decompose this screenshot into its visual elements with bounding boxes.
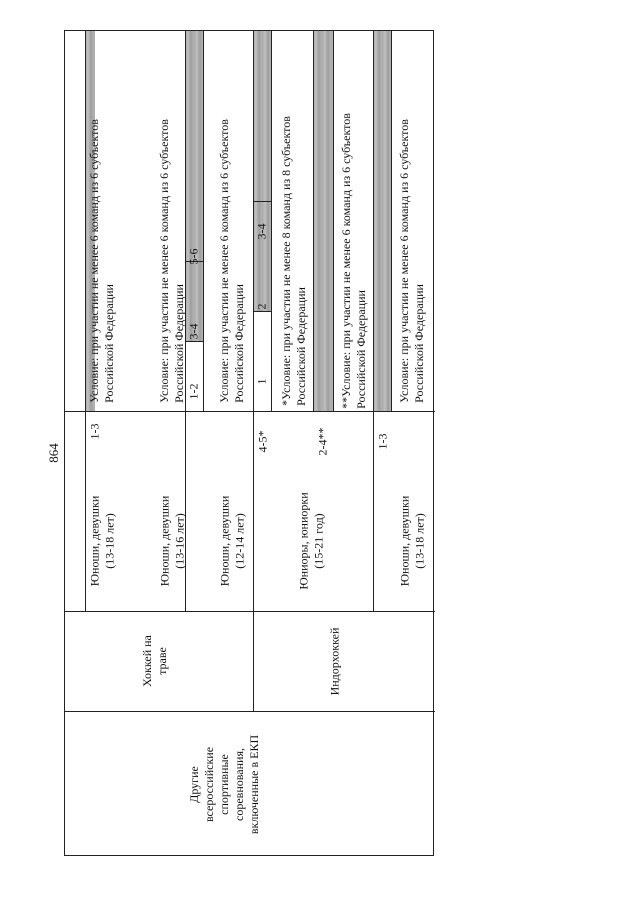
place-cell: 4-5*: [255, 430, 270, 452]
place-cell: 2-4**: [315, 427, 330, 455]
place-cell: 3-4: [186, 323, 201, 339]
place-cell: 1: [254, 378, 269, 384]
shaded-cell: [313, 31, 333, 411]
condition-cell: Условие: при участии не менее 6 команд из 6 субъектов Российской Федерации: [397, 119, 426, 403]
condition-cell: Условие: при участии не менее 6 команд из 6 субъектов Российской Федерации: [87, 119, 116, 403]
place-cell: 1-3: [87, 423, 102, 439]
condition-cell: **Условие: при участии не менее 6 команд из 6 субъектов Российской Федерации: [339, 113, 368, 409]
place-cell: 1-2: [186, 383, 201, 399]
place-cell: 3-4: [254, 223, 269, 239]
age-group-cell: Юноши, девушки (12-14 лет): [217, 495, 247, 587]
condition-cell: Условие: при участии не менее 6 команд из 6 субъектов Российской Федерации: [157, 119, 186, 403]
discipline-cell: Индорхоккей: [327, 627, 342, 695]
page-number: 864: [46, 443, 61, 463]
place-cell: 2: [254, 303, 269, 309]
age-group-cell: Юноши, девушки (13-16 лет): [157, 495, 187, 587]
age-group-cell: Юниоры, юниорки (15-21 год): [297, 492, 326, 590]
shaded-cell: [253, 31, 271, 311]
place-cell: 1-3: [375, 433, 390, 449]
condition-cell: *Условие: при участии не менее 8 команд из 8 субъектов Российской Федерации: [279, 116, 308, 406]
discipline-cell: Хоккей на траве: [140, 635, 169, 687]
place-cell: 5-6: [186, 248, 201, 264]
age-group-cell: Юноши, девушки (13-18 лет): [397, 495, 427, 587]
age-group-cell: Юноши, девушки (13-18 лет): [87, 495, 117, 587]
shaded-cell: [373, 31, 391, 411]
sports-table: [64, 30, 434, 856]
category-cell: Другие всероссийские спортивные соревнования, включенные в ЕКП: [187, 734, 262, 834]
condition-cell: Условие: при участии не менее 6 команд из 6 субъектов Российской Федерации: [217, 119, 246, 403]
